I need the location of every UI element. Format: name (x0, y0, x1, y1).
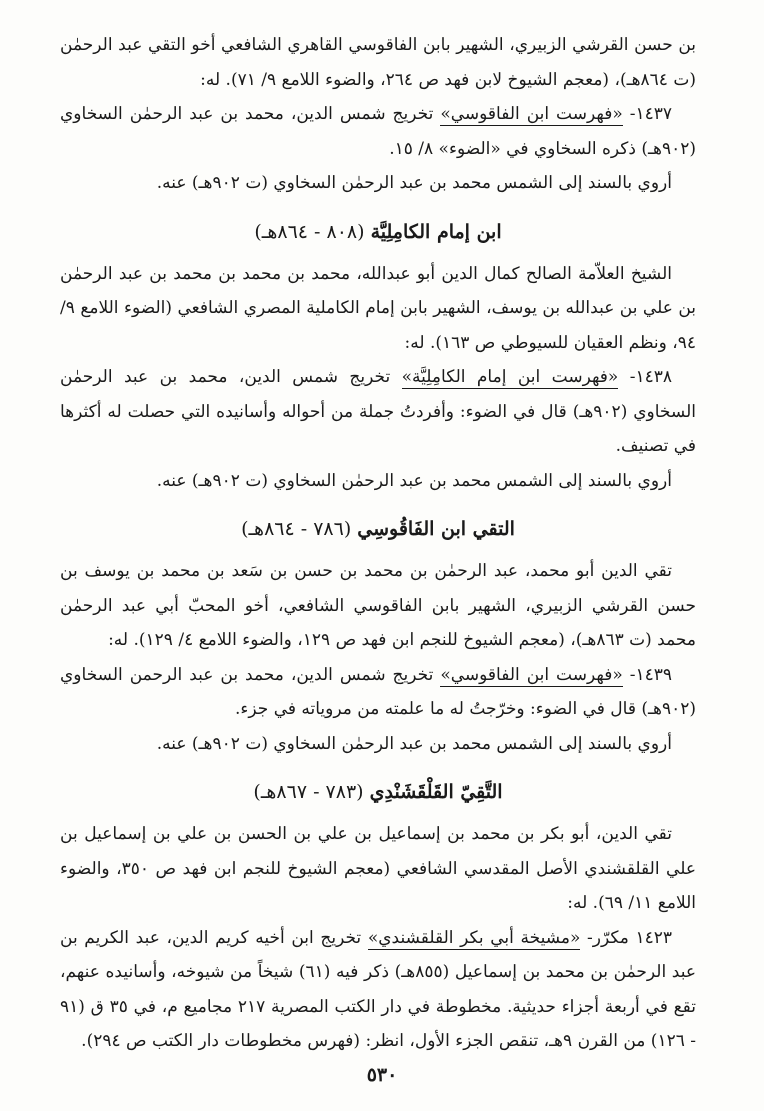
entry-1437 (60, 97, 696, 166)
entry-number: ١٤٣٧- (622, 104, 672, 124)
heading-name: التقي ابن الفَاقُوسِي (357, 518, 515, 540)
heading-years: (٧٨٦ - ٨٦٤هـ) (241, 518, 358, 540)
biography-paragraph: تقي الدين أبو محمد، عبد الرحمٰن بن محمد بن حسن بن سَعد بن محمد بن يوسف بن حسن القرشي الزبيري، الشهير بابن الفاقوسي الشافعي، أخو المحبّ أبي عبد الرحمٰن محمد (ت ٨٦٣هـ)، (معجم الشيوخ للنجم ابن فهد ص ١٢٩، والضوء اللامع ٤/ ١٢٩). له: (60, 561, 696, 650)
section-heading (60, 775, 696, 809)
page-number: ٥٣٠ (366, 1064, 398, 1086)
entry-1438 (60, 360, 696, 464)
entry-title: «مشيخة أبي بكر القلقشندي» (367, 927, 581, 948)
heading-years: (٨٠٨ - ٨٦٤هـ) (254, 220, 371, 243)
section-heading (60, 512, 696, 546)
entry-text: تخريج شمس الدين، محمد بن عبد الرحمٰن السخاوي (٩٠٢هـ) قال في الضوء: وأفردتُ جملة من أحواله وأسانيده التي حصلت له أكثرها في تصنيف. (60, 367, 696, 456)
entry-number: ١٤٣٨- (618, 367, 673, 387)
entry-text: تخريج شمس الدين، محمد بن عبد الرحمٰن السخاوي (٩٠٢هـ) ذكره السخاوي في «الضوء» ٨/ ١٥. (60, 104, 696, 159)
entry-title: «فهرست ابن إمام الكامِلِيَّة» (401, 367, 619, 387)
entry-text: تخريج شمس الدين، محمد بن عبد الرحمن السخاوي (٩٠٢هـ) قال في الضوء: وخرّجتُ له ما علمته من مروياته في جزء. (60, 664, 696, 719)
chain-statement: أروي بالسند إلى الشمس محمد بن عبد الرحمٰن السخاوي (ت ٩٠٢هـ) عنه. (156, 470, 672, 491)
entry-number: ١٤٢٣ مكرّر- (580, 927, 672, 948)
entry-text: تخريج ابن أخيه كريم الدين، عبد الكريم بن عبد الرحمٰن بن محمد بن إسماعيل (٨٥٥هـ) ذكر فيه (٦١) شيخاً من شيوخه، وأسانيده عنهم، تقع في أربعة أجزاء حديثية. مخطوطة في دار الكتب المصرية ٢١٧ مجاميع م، في ٣٥ ق (٩١ - ١٢٦) من القرن ٩هـ، تنقص الجزء الأول، انظر: (فهرس مخطوطات دار الكتب ص ٢٩٤). (60, 927, 696, 1051)
chain-statement: أروي بالسند إلى الشمس محمد بن عبد الرحمٰن السخاوي (ت ٩٠٢هـ) عنه. (156, 733, 672, 754)
heading-name: التَّقِيّ القَلْقَشَنْدِي (369, 781, 503, 803)
biography-paragraph: تقي الدين، أبو بكر بن محمد بن إسماعيل بن علي بن الحسن بن علي بن إسماعيل بن علي القلقشندي الأصل المقدسي الشافعي (معجم الشيوخ للنجم ابن فهد ص ٣٥٠، والضوء اللامع ١١/ ٦٩). له: (60, 824, 696, 913)
entry-title: «فهرست ابن الفاقوسي» (440, 104, 623, 124)
biography-paragraph: الشيخ العلاّمة الصالح كمال الدين أبو عبدالله، محمد بن محمد بن محمد بن عبد الرحمٰن بن علي بن عبدالله بن يوسف، الشهير بابن إمام الكاملية المصري الشافعي (الضوء اللامع ٩/ ٩٤، ونظم العقيان للسيوطي ص ١٦٣). له: (60, 263, 696, 353)
heading-years: (٧٨٣ - ٨٦٧هـ) (253, 781, 370, 803)
heading-name: ابن إمام الكامِلِيَّة (370, 220, 502, 243)
entry-number: ١٤٣٩- (622, 664, 672, 685)
section-heading (60, 215, 696, 249)
entry-title: «فهرست ابن الفاقوسي» (440, 664, 623, 685)
chain-statement: أروي بالسند إلى الشمس محمد بن عبد الرحمٰن السخاوي (ت ٩٠٢هـ) عنه. (156, 173, 672, 193)
entry-1439 (60, 658, 696, 727)
continued-paragraph: بن حسن القرشي الزبيري، الشهير بابن الفاقوسي القاهري الشافعي أخو التقي عبد الرحمٰن (ت ٨٦٤هـ)، (معجم الشيوخ لابن فهد ص ٢٦٤، والضوء اللامع ٩/ ٧١). له: (60, 35, 696, 90)
entry-1423-repeat (60, 921, 696, 1059)
